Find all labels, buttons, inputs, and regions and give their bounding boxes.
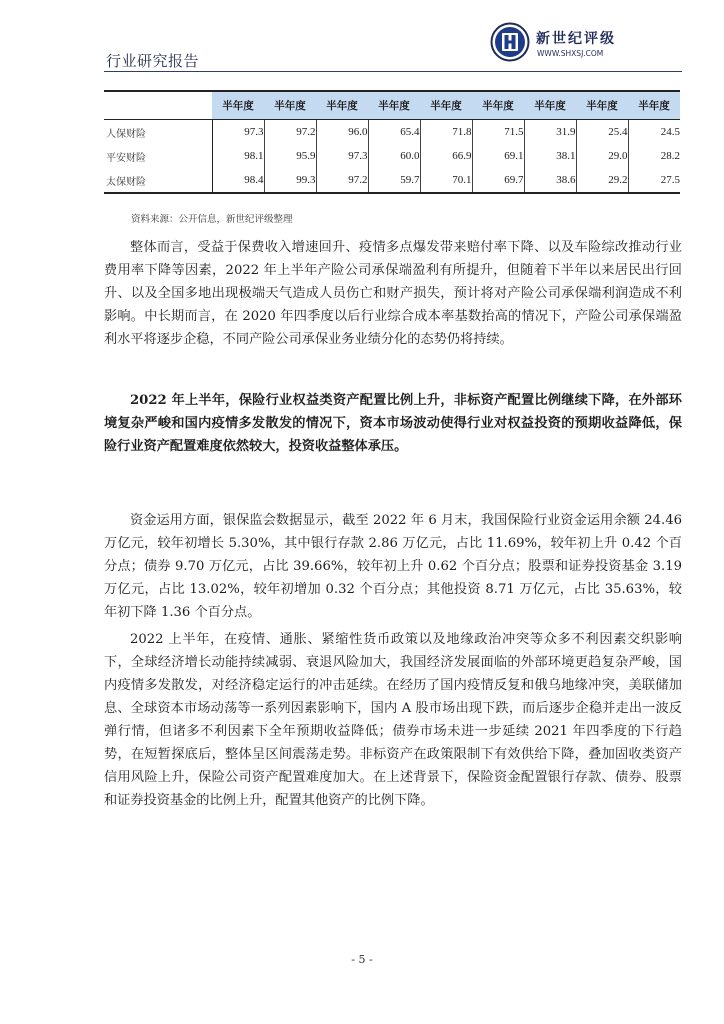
table-cell: 70.1: [420, 168, 472, 193]
table-cell: 98.4: [212, 168, 264, 193]
header-divider: [104, 71, 682, 72]
row-label: 平安财险: [104, 144, 212, 168]
table-cell: 71.5: [472, 120, 524, 145]
table-column-header: 半年度: [472, 91, 524, 120]
table-cell: 97.2: [316, 168, 368, 193]
table-column-header: 半年度: [264, 91, 316, 120]
table-source-note: 资料来源：公开信息，新世纪评级整理: [131, 214, 293, 225]
table-cell: 60.0: [368, 144, 420, 168]
body-paragraph-fund-use: 资金运用方面，银保监会数据显示，截至 2022 年 6 月末，我国保险行业资金运用余额 24.46 万亿元，较年初增长 5.30%，其中银行存款 2.86 万亿元，占比 11.69%，较年初上升 0.42 个百分点；债券 9.70 万亿元，占比 39.66%，较年初上升 0.62 个百分点；股票和证券投资基金 3.19 万亿元，占比 13.02%，较年初增加 0.32 个百分点；其他投资 8.71 万亿元，占比 35.63%，较年初下降 1.36 个百分点。: [104, 513, 682, 620]
table-cell: 99.3: [264, 168, 316, 193]
table-cell: 27.5: [628, 168, 680, 193]
table-cell: 97.3: [316, 144, 368, 168]
table-cell: 98.1: [212, 144, 264, 168]
table-cell: 95.9: [264, 144, 316, 168]
table-cell: 69.1: [472, 144, 524, 168]
key-finding-paragraph: 2022 年上半年，保险行业权益类资产配置比例上升，非标资产配置比例继续下降，在外部环境复杂严峻和国内疫情多发散发的情况下，资本市场波动使得行业对权益投资的预期收益降低，保险行业资产配置难度依然较大，投资收益整体承压。: [104, 393, 682, 454]
table-column-header: 半年度: [316, 91, 368, 120]
logo-name: 新世纪评级: [536, 31, 616, 47]
company-logo: [490, 22, 690, 66]
body-paragraph-market: 2022 上半年，在疫情、通胀、紧缩性货币政策以及地缘政治冲突等众多不利因素交织影响下，全球经济增长动能持续减弱、衰退风险加大，我国经济发展面临的外部环境更趋复杂严峻，国内疫情多发散发，对经济稳定运行的冲击延续。在经历了国内疫情反复和俄乌地缘冲突，美联储加息、全球资本市场动荡等一系列因素影响下，国内 A 股市场出现下跌，而后逐步企稳并走出一波反弹行情，但诸多不利因素下全年预期收益降低；债券市场未进一步延续 2021 年四季度的下行趋势，在短暂探底后，整体呈区间震荡走势。非标资产在政策限制下有效供给下降，叠加固收类资产信用风险上升，保险公司资产配置难度加大。在上述背景下，保险资金配置银行存款、债券、股票和证券投资基金的比例上升，配置其他资产的比例下降。: [104, 632, 682, 808]
table-cell: 31.9: [524, 120, 576, 145]
table-header-row: [104, 91, 680, 120]
table-column-header: 半年度: [212, 91, 264, 120]
table-row: [104, 168, 680, 193]
logo-emblem-icon: [490, 22, 530, 62]
table-column-header: 半年度: [524, 91, 576, 120]
page-number: - 5 -: [351, 953, 373, 966]
table-column-header: 半年度: [368, 91, 420, 120]
row-label: 太保财险: [104, 168, 212, 193]
table-column-header: 半年度: [628, 91, 680, 120]
table-cell: 28.2: [660, 150, 680, 162]
table-cell: 96.0: [316, 120, 368, 145]
table-cell: 38.6: [524, 168, 576, 193]
table-cell: 97.2: [264, 120, 316, 145]
table-column-header: 半年度: [420, 91, 472, 120]
table-column-header: 半年度: [576, 91, 628, 120]
logo-url: WWW.SHXSJ.COM: [537, 49, 604, 58]
table-header-corner: [104, 91, 212, 120]
table-cell: 65.4: [368, 120, 420, 145]
loss-ratio-table: [104, 90, 680, 194]
table-cell: 29.2: [576, 168, 628, 193]
table-row: [104, 144, 680, 168]
row-label: 人保财险: [104, 120, 212, 145]
table-cell: 38.1: [524, 144, 576, 168]
table-cell: 71.8: [420, 120, 472, 145]
table-cell: 59.7: [368, 168, 420, 193]
table-cell: 24.5: [660, 126, 680, 138]
report-type-title: 行业研究报告: [106, 52, 200, 70]
body-paragraph-summary: 整体而言，受益于保费收入增速回升、疫情多点爆发带来赔付率下降、以及车险综改推动行业费用率下降等因素，2022 年上半年产险公司承保端盈利有所提升，但随着下半年以来居民出行回升、以及全国多地出现极端天气造成人员伤亡和财产损失，预计将对产险公司承保端利润造成不利影响。中长期而言，在 2020 年四季度以后行业综合成本率基数抬高的情况下，产险公司承保端盈利水平将逐步企稳，不同产险公司承保业务业绩分化的态势仍将持续。: [104, 240, 682, 347]
table-cell: 25.4: [576, 120, 628, 145]
table-cell: 29.0: [576, 144, 628, 168]
table-cell: 97.3: [212, 120, 264, 145]
table-row: [104, 120, 680, 145]
table-cell: 69.7: [472, 168, 524, 193]
table-cell: 66.9: [420, 144, 472, 168]
